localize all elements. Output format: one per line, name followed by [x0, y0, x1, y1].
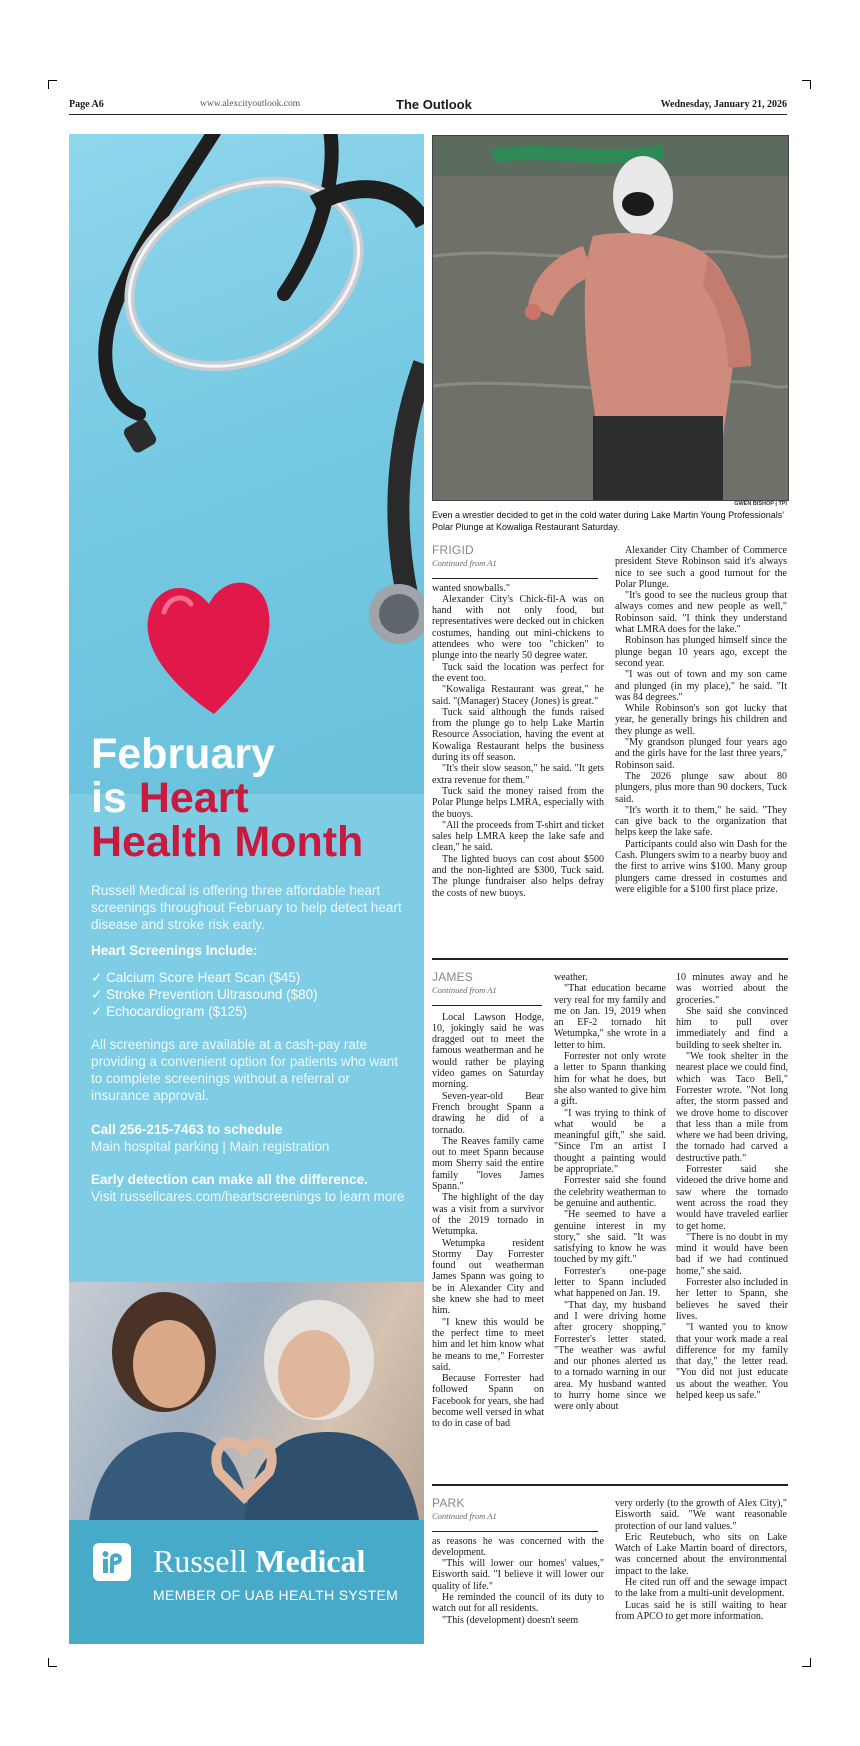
- newspaper-title: The Outlook: [396, 97, 472, 112]
- frigid-col-2: [615, 545, 787, 895]
- ad-photo-two-women-heart-hands: [69, 1282, 424, 1520]
- heart-health-ad: [69, 134, 424, 1644]
- ad-intro: Russell Medical is offering three affordable heart screenings throughout February to help detect heart disease and stroke risk early.: [91, 883, 402, 932]
- photo-credit: GWEN BISHOP | TPI: [734, 501, 787, 507]
- story-divider: [432, 1484, 788, 1486]
- russell-medical-wordmark: Russell Medical: [153, 1543, 366, 1579]
- slug-rule: [432, 1531, 598, 1532]
- paragraph: "We took shelter in the nearest place we could find, which was Taco Bell," Forrester wrote. "Not long after, the storm passed and we drove home to discover that less than a mile from where we had been driving, the tornado had carved a destructive path.": [676, 1051, 788, 1164]
- ad-copy: [91, 732, 406, 1205]
- paragraph: "I was out of town and my son came and plunged (in my place)," he said. "It was 84 degrees.": [615, 669, 787, 703]
- paragraph: The lighted buoys can cost about $500 and the non-lighted are $300, Tuck said. The plunge fundraiser also helps defray the costs of new buoys.: [432, 853, 604, 899]
- ad-headline-line-1: February: [91, 730, 276, 778]
- paragraph: Eric Reutebuch, who sits on Lake Watch of Lake Martin board of directors, was concerned about the environmental impact to the lake.: [615, 1531, 787, 1577]
- photo-caption: Even a wrestler decided to get in the cold water during Lake Martin Young Professionals' Polar Plunge at Kowaliga Restaurant Saturday.: [432, 510, 784, 532]
- paragraph: "That education became very real for my family and me on Jan. 19, 2019 when an EF-2 tornado hit Wetumpka," she wrote in a letter to him.: [554, 983, 666, 1051]
- paragraph: Forrester also included in her letter to Spann, she believes he saved their lives.: [676, 1277, 788, 1322]
- paragraph: The 2026 plunge saw about 80 plungers, plus more than 90 dockers, Tuck said.: [615, 770, 787, 805]
- page-header: [69, 98, 787, 115]
- paragraph: "I wanted you to know that your work made a real difference for my family that day," the letter read. "You did not just educate us about the weather. You helped keep us safe.": [676, 1322, 788, 1401]
- uab-member-text: MEMBER OF UAB HEALTH SYSTEM: [153, 1587, 399, 1603]
- ad-headline-is: is: [91, 774, 139, 822]
- paragraph: The highlight of the day was a visit from a survivor of the 2019 tornado in Wetumpka.: [432, 1192, 544, 1238]
- ad-early-detection: Early detection can make all the difference.: [91, 1172, 368, 1187]
- paragraph: Tuck said the location was perfect for the event too.: [432, 661, 604, 684]
- site-url[interactable]: www.alexcityoutlook.com: [200, 99, 301, 109]
- screening-list: [91, 969, 406, 1020]
- russell-medical-logo-bar: [69, 1520, 424, 1644]
- crop-mark-bottom-left: [48, 1658, 57, 1667]
- polar-plunge-photo: [432, 135, 789, 501]
- paragraph: Tuck said the money raised from the Polar Plunge helps LMRA, especially with the buoys.: [432, 785, 604, 820]
- paragraph: "I knew this would be the perfect time to meet him and let him know what he means to me," Forrester said.: [432, 1316, 544, 1373]
- paragraph: "This (development) doesn't seem: [442, 1614, 579, 1626]
- paragraph: "It's good to see the nucleus group that always comes and new people as well," Robinson said. "I think they understand what LMRA does for the lake.": [615, 590, 787, 636]
- paragraph: She said she convinced him to pull over immediately and find a building to seek shelter in.: [676, 1005, 788, 1051]
- paragraph: Local Lawson Hodge, 10, jokingly said he was dragged out to meet the famous weatherman and he would rather be playing video games on Saturday morning.: [432, 1011, 544, 1091]
- ad-location: Main hospital parking | Main registration: [91, 1139, 330, 1154]
- screening-item: ✓ Calcium Score Heart Scan ($45): [91, 969, 406, 986]
- paragraph: "It's worth it to them," he said. "They can give back to the organization that helps keep the lake safe.: [615, 804, 787, 839]
- paragraph: Tuck said although the funds raised from the plunge go to help Lake Martin Resource Association, having the event at Kowaliga Restaurant helps the business during its off season.: [432, 706, 604, 764]
- paragraph: Participants could also win Dash for the Cash. Plungers swim to a nearby buoy and the first to arrive wins $100. Many group plungers came dressed in costumes and were eligible for a $100 first place prize.: [615, 838, 787, 895]
- story-divider: [432, 958, 788, 960]
- paragraph: Alexander City's Chick-fil-A was on hand with not only food, but representatives were decked out in chicken costumes, handing out mini-chickens to attendees who were too "chicken" to plunge into the nearly 50 degree water.: [432, 593, 604, 662]
- paragraph: "He seemed to have a genuine interest in my story," she said. "It was satisfying to know he was touched by my gift.": [554, 1209, 666, 1266]
- paragraph: "It's their slow season," he said. "It gets extra revenue for them.": [432, 763, 604, 786]
- paragraph: Lucas said he is still waiting to hear from APCO to get more information.: [615, 1599, 787, 1622]
- park-continued: Continued from A1: [432, 1511, 497, 1522]
- paragraph: He cited run off and the sewage impact to the lake from a multi-unit development.: [615, 1577, 787, 1600]
- paragraph: Wetumpka resident Stormy Day Forrester found out weatherman James Spann was going to be in Alexander City and she knew she had to meet him.: [432, 1237, 544, 1317]
- slug-rule: [432, 1005, 542, 1006]
- james-col-3: [676, 972, 788, 1401]
- issue-date: Wednesday, January 21, 2026: [660, 99, 787, 110]
- paragraph: "There is no doubt in my mind it would have been bad if we had continued home," she said.: [676, 1231, 788, 1277]
- ad-website[interactable]: Visit russellcares.com/heartscreenings to learn more: [91, 1189, 405, 1204]
- page-number: Page A6: [69, 99, 104, 110]
- crop-mark-bottom-right: [802, 1658, 811, 1667]
- crop-mark-top-left: [48, 80, 57, 89]
- ad-headline-heart: Heart: [138, 774, 249, 822]
- ad-subhead: Heart Screenings Include:: [91, 943, 258, 958]
- paragraph: "Kowaliga Restaurant was great," he said. "(Manager) Stacey (Jones) is great.": [432, 684, 604, 707]
- paragraph: 10 minutes away and he was worried about the groceries.": [676, 972, 788, 1006]
- paragraph: "My grandson plunged four years ago and the girls have for the last three years," Robinson said.: [615, 737, 787, 771]
- russell-medical-logo-icon: [93, 1543, 131, 1581]
- screening-item: ✓ Echocardiogram ($125): [91, 1003, 406, 1020]
- paragraph: Alexander City Chamber of Commerce president Steve Robinson said it's always nice to see such a good turnout for the Polar Plunge.: [615, 545, 787, 590]
- paragraph: While Robinson's son got lucky that year, he generally brings his children and they plunge as well.: [615, 703, 787, 737]
- paragraph: Forrester said she videoed the drive home and saw where the tornado went across the road they would have traveled earlier to get home.: [676, 1164, 788, 1232]
- paragraph: weather.: [554, 972, 588, 983]
- park-slug: PARK: [432, 1496, 465, 1510]
- paragraph: Because Forrester had followed Spann on Facebook for years, she had become well versed in what to do in case of bad: [432, 1373, 544, 1430]
- paragraph: "All the proceeds from T-shirt and ticket sales help LMRA keep the lake safe and clean," he said.: [432, 819, 604, 854]
- frigid-slug: FRIGID: [432, 543, 474, 557]
- ad-phone[interactable]: Call 256-215-7463 to schedule: [91, 1122, 283, 1137]
- paragraph: Seven-year-old Bear French brought Spann a drawing he did of a tornado.: [432, 1090, 544, 1136]
- paragraph: "That day, my husband and I were driving home after grocery shopping," Forrester's letter stated. "The weather was awful and our phones alerted us to a tornado warning in our area. My husband wanted to hurry home since we were only about: [554, 1299, 666, 1413]
- james-continued: Continued from A1: [432, 985, 497, 996]
- paragraph: very orderly (to the growth of Alex City)," Eisworth said. "We want reasonable protection of our land values.": [615, 1498, 787, 1532]
- james-col-2: [554, 972, 666, 1413]
- ad-headline: [91, 732, 406, 864]
- frigid-continued: Continued from A1: [432, 558, 497, 569]
- paragraph: "I was trying to think of what would be a meaningful gift," she said. "Since I'm an artist I thought a painting would be appropriate.": [554, 1107, 666, 1176]
- stethoscope-illustration: [69, 134, 424, 794]
- paragraph: Robinson has plunged himself since the plunge began 10 years ago, except the second year.: [615, 635, 787, 669]
- paragraph: as reasons he was concerned with the development.: [432, 1535, 604, 1558]
- screening-item: ✓ Stroke Prevention Ultrasound ($80): [91, 986, 406, 1003]
- slug-rule: [432, 578, 598, 579]
- paragraph: Forrester's one-page letter to Spann included what happened on Jan. 19.: [554, 1265, 666, 1300]
- crop-mark-top-right: [802, 80, 811, 89]
- paragraph: The Reaves family came out to meet Spann because mom Sherry said the entire family "loves James Spann.": [432, 1135, 544, 1193]
- james-slug: JAMES: [432, 970, 474, 984]
- paragraph: "This will lower our homes' values," Eisworth said. "I believe it will lower our quality of life.": [432, 1558, 604, 1592]
- park-col-1: [432, 1498, 604, 1626]
- ad-headline-line-3: Health Month: [91, 818, 364, 866]
- paragraph: Forrester not only wrote a letter to Spann thanking him for what he does, but she also wanted to give him a gift.: [554, 1051, 666, 1108]
- ad-hero-image: [69, 134, 424, 794]
- ad-cash-pay-text: All screenings are available at a cash-pay rate providing a convenient option for patients who want to complete screenings without a referral or insurance approval.: [91, 1037, 398, 1103]
- james-col-1: [432, 972, 544, 1430]
- paragraph: Forrester said she found the celebrity weatherman to be genuine and authentic.: [554, 1175, 666, 1209]
- frigid-col-1: [432, 545, 604, 899]
- park-col-2: [615, 1498, 787, 1622]
- paragraph: wanted snowballs.": [432, 582, 510, 594]
- paragraph: He reminded the council of its duty to watch out for all residents.: [432, 1592, 604, 1615]
